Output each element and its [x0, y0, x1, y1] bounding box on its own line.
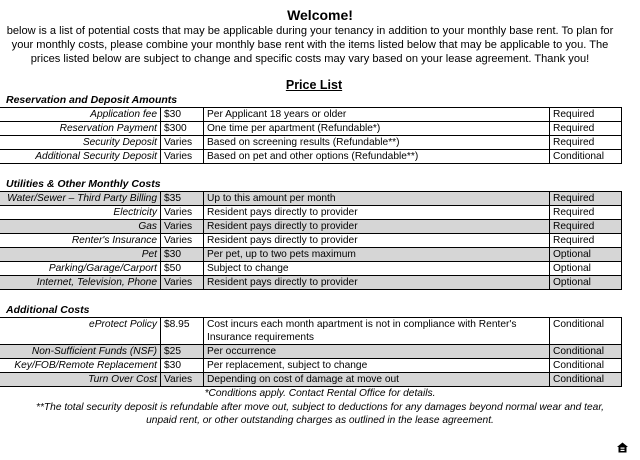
status-cell: Required [550, 122, 622, 136]
table-row [0, 150, 622, 164]
table-row [0, 192, 622, 206]
price-cell: $30 [161, 108, 204, 122]
item-cell: Parking/Garage/Carport [0, 262, 161, 276]
additional-costs-table [0, 317, 622, 387]
status-cell: Optional [550, 276, 622, 290]
table-row [0, 318, 622, 345]
footnote-deposit-cont: unpaid rent, or other outstanding charges as outlined in the lease agreement. [146, 415, 494, 426]
item-cell: Water/Sewer – Third Party Billing [0, 192, 161, 206]
price-cell: $25 [161, 345, 204, 359]
status-cell: Required [550, 108, 622, 122]
item-cell: Pet [0, 248, 161, 262]
table-row [0, 276, 622, 290]
price-cell: $50 [161, 262, 204, 276]
status-cell: Conditional [550, 359, 622, 373]
item-cell: Turn Over Cost [0, 373, 161, 387]
page-title: Welcome! [287, 7, 353, 23]
price-cell: Varies [161, 220, 204, 234]
price-cell: $30 [161, 248, 204, 262]
price-cell: $300 [161, 122, 204, 136]
price-cell: Varies [161, 150, 204, 164]
table-row [0, 206, 622, 220]
item-cell: Application fee [0, 108, 161, 122]
item-cell: Non-Sufficient Funds (NSF) [0, 345, 161, 359]
intro-line: below is a list of potential costs that may be applicable during your tenancy in addition to your monthly base rent. To plan for [6, 25, 614, 37]
table-row [0, 262, 622, 276]
description-cell: Based on screening results (Refundable**) [204, 136, 550, 150]
table-row [0, 220, 622, 234]
description-cell: Per pet, up to two pets maximum [204, 248, 550, 262]
status-cell: Required [550, 220, 622, 234]
status-cell: Required [550, 192, 622, 206]
price-cell: $30 [161, 359, 204, 373]
table-row [0, 122, 622, 136]
table-row [0, 108, 622, 122]
description-cell: Resident pays directly to provider [204, 234, 550, 248]
status-cell: Required [550, 206, 622, 220]
item-cell: Reservation Payment [0, 122, 161, 136]
price-cell: Varies [161, 206, 204, 220]
table-row [0, 248, 622, 262]
status-cell: Required [550, 234, 622, 248]
table-row [0, 345, 622, 359]
item-cell: Additional Security Deposit [0, 150, 161, 164]
price-list-heading: Price List [285, 78, 343, 92]
table-row [0, 373, 622, 387]
item-cell: Internet, Television, Phone [0, 276, 161, 290]
status-cell: Optional [550, 248, 622, 262]
intro-line: prices listed below are subject to change and specific costs may vary based on your lease agreement. Thank you! [30, 53, 590, 66]
price-cell: $8.95 [161, 318, 204, 345]
intro-line: your monthly costs, please combine your monthly base rent with the items listed below that may be applicable to you. The [11, 39, 609, 52]
description-cell: Based on pet and other options (Refundable**) [204, 150, 550, 164]
table-row [0, 234, 622, 248]
status-cell: Conditional [550, 318, 622, 345]
item-cell: eProtect Policy [0, 318, 161, 345]
price-cell: Varies [161, 276, 204, 290]
utilities-table [0, 191, 622, 290]
footnote-conditions: *Conditions apply. Contact Rental Office for details. [204, 388, 436, 399]
description-cell: Per Applicant 18 years or older [204, 108, 550, 122]
description-cell: Per replacement, subject to change [204, 359, 550, 373]
section-title-additional: Additional Costs [6, 304, 90, 316]
section-title-utilities: Utilities & Other Monthly Costs [6, 178, 161, 190]
item-cell: Security Deposit [0, 136, 161, 150]
status-cell: Conditional [550, 373, 622, 387]
status-cell: Optional [550, 262, 622, 276]
intro-paragraph [0, 24, 638, 67]
table-row [0, 136, 622, 150]
description-cell: Depending on cost of damage at move out [204, 373, 550, 387]
price-cell: Varies [161, 136, 204, 150]
status-cell: Conditional [550, 345, 622, 359]
description-cell: One time per apartment (Refundable*) [204, 122, 550, 136]
description-cell: Per occurrence [204, 345, 550, 359]
reservation-table [0, 107, 622, 164]
description-cell: Resident pays directly to provider [204, 220, 550, 234]
footnote-deposit: **The total security deposit is refundable after move out, subject to deductions for any damages beyond normal wear and tear, [36, 402, 604, 413]
description-cell: Resident pays directly to provider [204, 206, 550, 220]
price-cell: Varies [161, 373, 204, 387]
price-cell: $35 [161, 192, 204, 206]
description-cell: Up to this amount per month [204, 192, 550, 206]
status-cell: Required [550, 136, 622, 150]
equal-housing-opportunity-icon [616, 441, 629, 454]
price-cell: Varies [161, 234, 204, 248]
item-cell: Electricity [0, 206, 161, 220]
item-cell: Key/FOB/Remote Replacement [0, 359, 161, 373]
description-cell: Cost incurs each month apartment is not in compliance with Renter's Insurance requirements [204, 318, 550, 345]
table-row [0, 359, 622, 373]
item-cell: Gas [0, 220, 161, 234]
description-cell: Resident pays directly to provider [204, 276, 550, 290]
item-cell: Renter's Insurance [0, 234, 161, 248]
status-cell: Conditional [550, 150, 622, 164]
description-cell: Subject to change [204, 262, 550, 276]
section-title-reservation: Reservation and Deposit Amounts [6, 94, 178, 106]
